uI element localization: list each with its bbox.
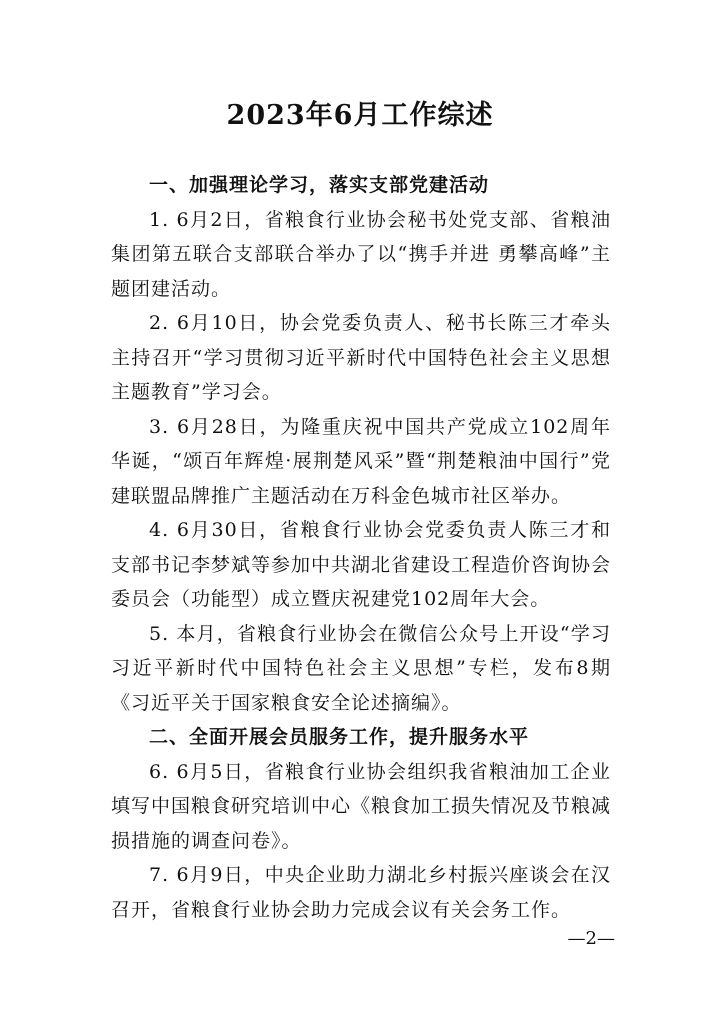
document-body (111, 168, 611, 927)
paragraph-1: 1. 6月2日，省粮食行业协会秘书处党支部、省粮油集团第五联合支部联合举办了以“携手并进 勇攀高峰”主题团建活动。 (111, 208, 611, 300)
paragraph-2: 2. 6月10日，协会党委负责人、秘书长陈三才牵头主持召开“学习贯彻习近平新时代中国特色社会主义思想主题教育”学习会。 (111, 312, 611, 403)
paragraph-7: 7. 6月9日，中央企业助力湖北乡村振兴座谈会在汉召开，省粮食行业协会助力完成会议有关会务工作。 (111, 864, 611, 921)
page-title: 2023年6月工作综述 (226, 100, 494, 131)
section-heading-1: 一、加强理论学习，落实支部党建活动 (149, 174, 490, 196)
section-heading-2: 二、全面开展会员服务工作，提升服务水平 (149, 726, 530, 748)
paragraph-6: 6. 6月5日，省粮食行业协会组织我省粮油加工企业填写中国粮食研究培训中心《粮食加工损失情况及节粮减损措施的调查问卷》。 (111, 760, 612, 852)
paragraph-3: 3. 6月28日，为隆重庆祝中国共产党成立102周年华诞，“颂百年辉煌·展荆楚风采”暨“荆楚粮油中国行”党建联盟品牌推广主题活动在万科金色城市社区举办。 (111, 415, 611, 507)
paragraph-5: 5. 本月，省粮食行业协会在微信公众号上开设“学习习近平新时代中国特色社会主义思想”专栏，发布8期《习近平关于国家粮食安全论述摘编》。 (111, 622, 611, 714)
page-number: —2— (567, 928, 615, 949)
paragraph-4: 4. 6月30日，省粮食行业协会党委负责人陈三才和支部书记李梦斌等参加中共湖北省建设工程造价咨询协会委员会（功能型）成立暨庆祝建党102周年大会。 (111, 519, 612, 610)
